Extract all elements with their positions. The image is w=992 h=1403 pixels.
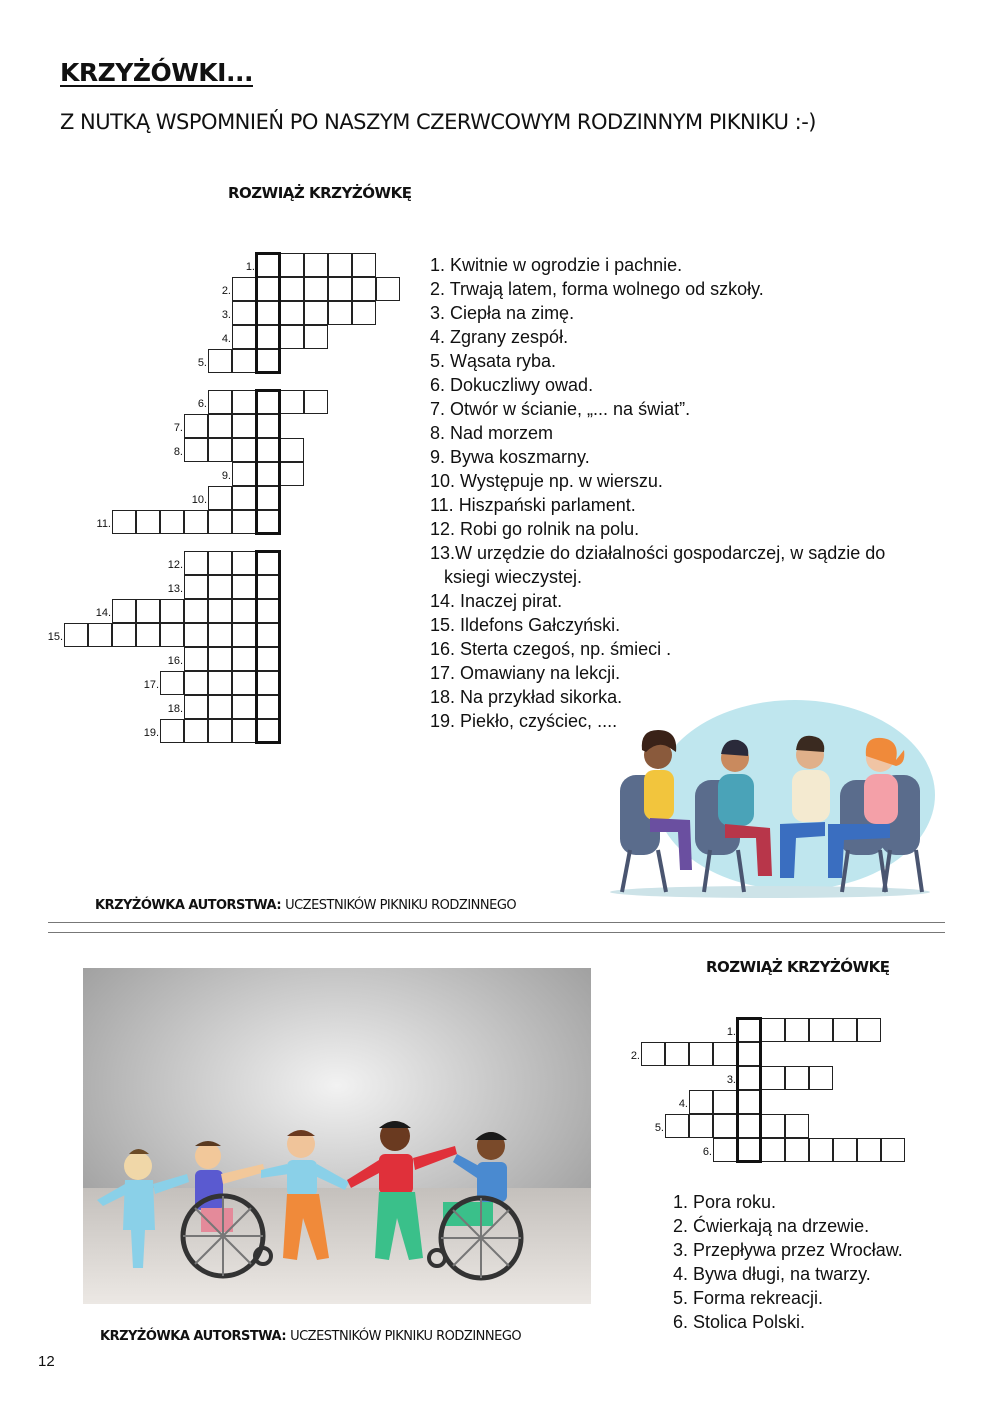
crossword-cell[interactable] (184, 647, 208, 671)
clue-number: 12. (167, 559, 183, 571)
clue-number: 8. (173, 446, 183, 458)
crossword-cell[interactable] (881, 1138, 905, 1162)
crossword-cell[interactable] (232, 486, 256, 510)
crossword-cell[interactable] (112, 599, 136, 623)
crossword-cell[interactable] (713, 1138, 737, 1162)
clue-number: 18. (167, 703, 183, 715)
people-sitting-illustration (600, 700, 940, 900)
crossword-cell[interactable] (713, 1042, 737, 1066)
clue-4: 4. Zgrany zespół. (430, 327, 569, 347)
crossword-cell[interactable] (160, 671, 184, 695)
crossword-cell[interactable] (184, 623, 208, 647)
crossword-cell[interactable] (160, 510, 184, 534)
clue-19: 19. Piekło, czyściec, .... (430, 711, 618, 731)
crossword-cell[interactable] (304, 390, 328, 414)
crossword-cell[interactable] (761, 1018, 785, 1042)
crossword-cell[interactable] (208, 599, 232, 623)
clue-number: 4. (678, 1098, 688, 1110)
crossword-cell[interactable] (208, 719, 232, 743)
credit-label: KRZYŻÓWKA AUTORSTWA: (95, 898, 282, 913)
crossword-cell[interactable] (184, 599, 208, 623)
clue-15: 15. Ildefons Gałczyński. (430, 615, 621, 635)
clue-1: 1. Pora roku. (673, 1192, 777, 1212)
clue-number: 7. (173, 422, 183, 434)
crossword-cell[interactable] (232, 647, 256, 671)
crossword-cell[interactable] (184, 438, 208, 462)
crossword-cell[interactable] (785, 1018, 809, 1042)
crossword-cell[interactable] (208, 551, 232, 575)
crossword-cell[interactable] (160, 599, 184, 623)
key-column (255, 550, 281, 744)
crossword-cell[interactable] (689, 1042, 713, 1066)
clue-number: 14. (95, 607, 111, 619)
clue-12: 12. Robi go rolnik na polu. (430, 519, 640, 539)
crossword-cell[interactable] (857, 1018, 881, 1042)
crossword-cell[interactable] (232, 349, 256, 373)
crossword-cell[interactable] (713, 1114, 737, 1138)
clue-3: 3. Ciepła na zimę. (430, 303, 575, 323)
clue-number: 5. (197, 357, 207, 369)
clue-number: 11. (96, 518, 111, 530)
crossword-cell[interactable] (280, 325, 304, 349)
crossword-cell[interactable] (689, 1090, 713, 1114)
crossword-cell[interactable] (833, 1018, 857, 1042)
crossword-cell[interactable] (88, 623, 112, 647)
crossword-2-heading: ROZWIĄŻ KRZYŻÓWKĘ (706, 958, 890, 976)
crossword-cell[interactable] (785, 1114, 809, 1138)
clue-number: 13. (167, 583, 183, 595)
crossword-1-credit (95, 898, 516, 913)
clue-5: 5. Wąsata ryba. (430, 351, 557, 371)
crossword-cell[interactable] (304, 325, 328, 349)
crossword-cell[interactable] (208, 647, 232, 671)
crossword-cell[interactable] (689, 1114, 713, 1138)
clue-number: 1. (245, 261, 255, 273)
crossword-cell[interactable] (809, 1018, 833, 1042)
crossword-cell[interactable] (208, 671, 232, 695)
crossword-cell[interactable] (232, 438, 256, 462)
crossword-cell[interactable] (761, 1114, 785, 1138)
clue-3: 3. Przepływa przez Wrocław. (673, 1240, 903, 1260)
divider (48, 922, 945, 923)
crossword-cell[interactable] (136, 623, 160, 647)
crossword-cell[interactable] (833, 1138, 857, 1162)
crossword-cell[interactable] (208, 414, 232, 438)
key-column (736, 1017, 762, 1163)
crossword-cell[interactable] (136, 510, 160, 534)
page-title: KRZYŻÓWKI... (60, 58, 253, 87)
crossword-cell[interactable] (761, 1066, 785, 1090)
crossword-cell[interactable] (64, 623, 88, 647)
crossword-cell[interactable] (208, 510, 232, 534)
crossword-cell[interactable] (232, 301, 256, 325)
clue-2: 2. Trwają latem, forma wolnego od szkoły. (430, 279, 764, 299)
crossword-cell[interactable] (641, 1042, 665, 1066)
crossword-cell[interactable] (232, 551, 256, 575)
crossword-cell[interactable] (328, 277, 352, 301)
crossword-cell[interactable] (184, 719, 208, 743)
clue-13-continued: ksiegi wieczystej. (444, 567, 583, 587)
crossword-cell[interactable] (713, 1090, 737, 1114)
crossword-cell[interactable] (352, 253, 376, 277)
crossword-cell[interactable] (112, 623, 136, 647)
clue-1: 1. Kwitnie w ogrodzie i pachnie. (430, 255, 683, 275)
crossword-cell[interactable] (280, 462, 304, 486)
clue-16: 16. Sterta czegoś, np. śmieci . (430, 639, 672, 659)
page-subtitle: Z NUTKĄ WSPOMNIEŃ PO NASZYM CZERWCOWYM RODZINNYM PIKNIKU :-) (60, 110, 816, 134)
credit-label: KRZYŻÓWKA AUTORSTWA: (100, 1329, 287, 1344)
crossword-cell[interactable] (328, 253, 352, 277)
crossword-cell[interactable] (232, 390, 256, 414)
crossword-cell[interactable] (232, 623, 256, 647)
clue-13: 13.W urzędzie do działalności gospodarczej, w sądzie do (430, 543, 886, 563)
key-column (255, 252, 281, 374)
crossword-cell[interactable] (208, 390, 232, 414)
credit-text: UCZESTNIKÓW PIKNIKU RODZINNEGO (290, 1329, 522, 1344)
clue-number: 1. (726, 1026, 736, 1038)
crossword-cell[interactable] (280, 301, 304, 325)
crossword-cell[interactable] (232, 695, 256, 719)
key-column (255, 389, 281, 535)
crossword-cell[interactable] (232, 575, 256, 599)
crossword-cell[interactable] (280, 253, 304, 277)
clue-number: 19. (143, 727, 159, 739)
crossword-cell[interactable] (232, 462, 256, 486)
crossword-cell[interactable] (665, 1114, 689, 1138)
clue-10: 10. Występuje np. w wierszu. (430, 471, 663, 491)
crossword-cell[interactable] (280, 390, 304, 414)
crossword-cell[interactable] (376, 277, 400, 301)
clue-6: 6. Stolica Polski. (673, 1312, 806, 1332)
crossword-cell[interactable] (160, 719, 184, 743)
crossword-cell[interactable] (208, 575, 232, 599)
crossword-cell[interactable] (809, 1066, 833, 1090)
clue-2: 2. Ćwierkają na drzewie. (673, 1216, 870, 1236)
clue-6: 6. Dokuczliwy owad. (430, 375, 594, 395)
clue-number: 15. (47, 631, 63, 643)
clue-8: 8. Nad morzem (430, 423, 554, 443)
crossword-cell[interactable] (785, 1066, 809, 1090)
clue-11: 11. Hiszpański parlament. (430, 495, 636, 515)
crossword-cell[interactable] (304, 277, 328, 301)
page-number: 12 (38, 1353, 55, 1370)
clue-number: 17. (143, 679, 159, 691)
crossword-1-clues (430, 253, 962, 733)
crossword-cell[interactable] (112, 510, 136, 534)
clue-number: 3. (221, 309, 231, 321)
crossword-cell[interactable] (184, 551, 208, 575)
clue-number: 4. (221, 333, 231, 345)
paper-figures-photo (83, 968, 591, 1304)
crossword-cell[interactable] (208, 623, 232, 647)
clue-4: 4. Bywa długi, na twarzy. (673, 1264, 871, 1284)
crossword-cell[interactable] (208, 438, 232, 462)
crossword-1-heading: ROZWIĄŻ KRZYŻÓWKĘ (228, 184, 412, 202)
crossword-cell[interactable] (232, 671, 256, 695)
crossword-cell[interactable] (665, 1042, 689, 1066)
crossword-cell[interactable] (184, 575, 208, 599)
clue-17: 17. Omawiany na lekcji. (430, 663, 621, 683)
clue-18: 18. Na przykład sikorka. (430, 687, 623, 707)
clue-9: 9. Bywa koszmarny. (430, 447, 590, 467)
clue-14: 14. Inaczej pirat. (430, 591, 563, 611)
crossword-2-clues (673, 1190, 963, 1334)
clue-number: 16. (167, 655, 183, 667)
credit-text: UCZESTNIKÓW PIKNIKU RODZINNEGO (285, 898, 517, 913)
clue-number: 10. (191, 494, 207, 506)
divider (48, 932, 945, 933)
crossword-cell[interactable] (304, 301, 328, 325)
clue-number: 6. (702, 1146, 712, 1158)
crossword-cell[interactable] (208, 486, 232, 510)
crossword-cell[interactable] (232, 719, 256, 743)
crossword-cell[interactable] (857, 1138, 881, 1162)
clue-5: 5. Forma rekreacji. (673, 1288, 824, 1308)
clue-number: 2. (221, 285, 231, 297)
crossword-cell[interactable] (160, 623, 184, 647)
crossword-cell[interactable] (136, 599, 160, 623)
crossword-cell[interactable] (328, 301, 352, 325)
crossword-cell[interactable] (232, 325, 256, 349)
crossword-cell[interactable] (208, 695, 232, 719)
crossword-cell[interactable] (232, 277, 256, 301)
crossword-cell[interactable] (352, 277, 376, 301)
crossword-cell[interactable] (761, 1138, 785, 1162)
crossword-cell[interactable] (232, 414, 256, 438)
crossword-cell[interactable] (232, 510, 256, 534)
crossword-cell[interactable] (184, 695, 208, 719)
clue-number: 9. (221, 470, 231, 482)
clue-number: 5. (654, 1122, 664, 1134)
crossword-cell[interactable] (184, 671, 208, 695)
crossword-cell[interactable] (184, 510, 208, 534)
clue-7: 7. Otwór w ścianie, „... na świat”. (430, 399, 691, 419)
crossword-2-credit (100, 1329, 521, 1344)
clue-number: 3. (726, 1074, 736, 1086)
crossword-cell[interactable] (208, 349, 232, 373)
crossword-cell[interactable] (785, 1138, 809, 1162)
crossword-cell[interactable] (304, 253, 328, 277)
crossword-cell[interactable] (352, 301, 376, 325)
clue-number: 2. (630, 1050, 640, 1062)
crossword-cell[interactable] (184, 414, 208, 438)
clue-number: 6. (197, 398, 207, 410)
crossword-cell[interactable] (809, 1138, 833, 1162)
crossword-cell[interactable] (280, 438, 304, 462)
crossword-cell[interactable] (280, 277, 304, 301)
crossword-cell[interactable] (232, 599, 256, 623)
